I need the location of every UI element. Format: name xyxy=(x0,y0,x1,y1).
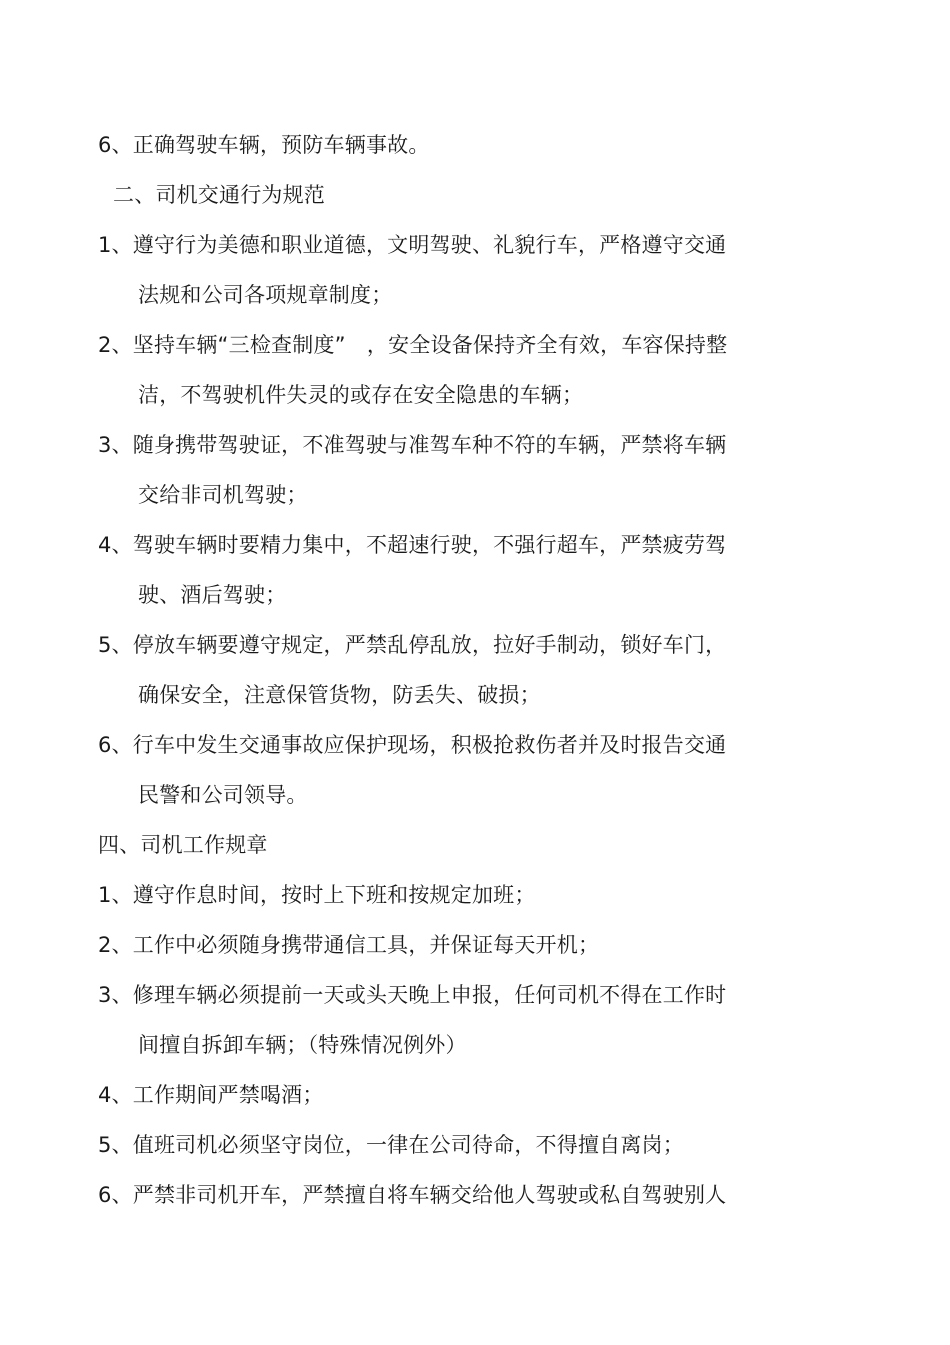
text-line-8: 交给非司机驾驶； xyxy=(138,483,308,507)
text-line-3: 1、遵守行为美德和职业道德，文明驾驶、礼貌行车，严格遵守交通 xyxy=(98,233,727,257)
text-line-10: 驶、酒后驾驶； xyxy=(138,583,287,607)
text-line-6: 洁，不驾驶机件失灵的或存在安全隐患的车辆； xyxy=(138,383,584,407)
text-line-16: 1、遵守作息时间，按时上下班和按规定加班； xyxy=(98,883,536,907)
text-line-9: 4、驾驶车辆时要精力集中，不超速行驶，不强行超车，严禁疲劳驾 xyxy=(98,533,727,557)
text-line-14: 民警和公司领导。 xyxy=(138,783,308,807)
text-line-1: 6、正确驾驶车辆，预防车辆事故。 xyxy=(98,133,430,157)
text-line-17: 2、工作中必须随身携带通信工具，并保证每天开机； xyxy=(98,933,600,957)
text-line-19: 间擅自拆卸车辆；（特殊情况例外） xyxy=(138,1033,467,1057)
text-line-22: 6、严禁非司机开车，严禁擅自将车辆交给他人驾驶或私自驾驶别人 xyxy=(98,1183,727,1207)
text-line-5: 2、坚持车辆“三检查制度” ，安全设备保持齐全有效，车容保持整 xyxy=(98,333,728,357)
section-heading-2: 二、司机交通行为规范 xyxy=(113,183,325,207)
text-line-13: 6、行车中发生交通事故应保护现场，积极抢救伤者并及时报告交通 xyxy=(98,733,727,757)
text-line-7: 3、随身携带驾驶证，不准驾驶与准驾车种不符的车辆，严禁将车辆 xyxy=(98,433,727,457)
section-heading-4: 四、司机工作规章 xyxy=(98,833,268,857)
text-line-21: 5、值班司机必须坚守岗位，一律在公司待命，不得擅自离岗； xyxy=(98,1133,684,1157)
text-line-4: 法规和公司各项规章制度； xyxy=(138,283,393,307)
text-line-18: 3、修理车辆必须提前一天或头天晚上申报，任何司机不得在工作时 xyxy=(98,983,727,1007)
text-line-20: 4、工作期间严禁喝酒； xyxy=(98,1083,324,1107)
text-line-11: 5、停放车辆要遵守规定，严禁乱停乱放，拉好手制动，锁好车门， xyxy=(98,633,727,657)
text-line-12: 确保安全，注意保管货物，防丢失、破损； xyxy=(138,683,541,707)
